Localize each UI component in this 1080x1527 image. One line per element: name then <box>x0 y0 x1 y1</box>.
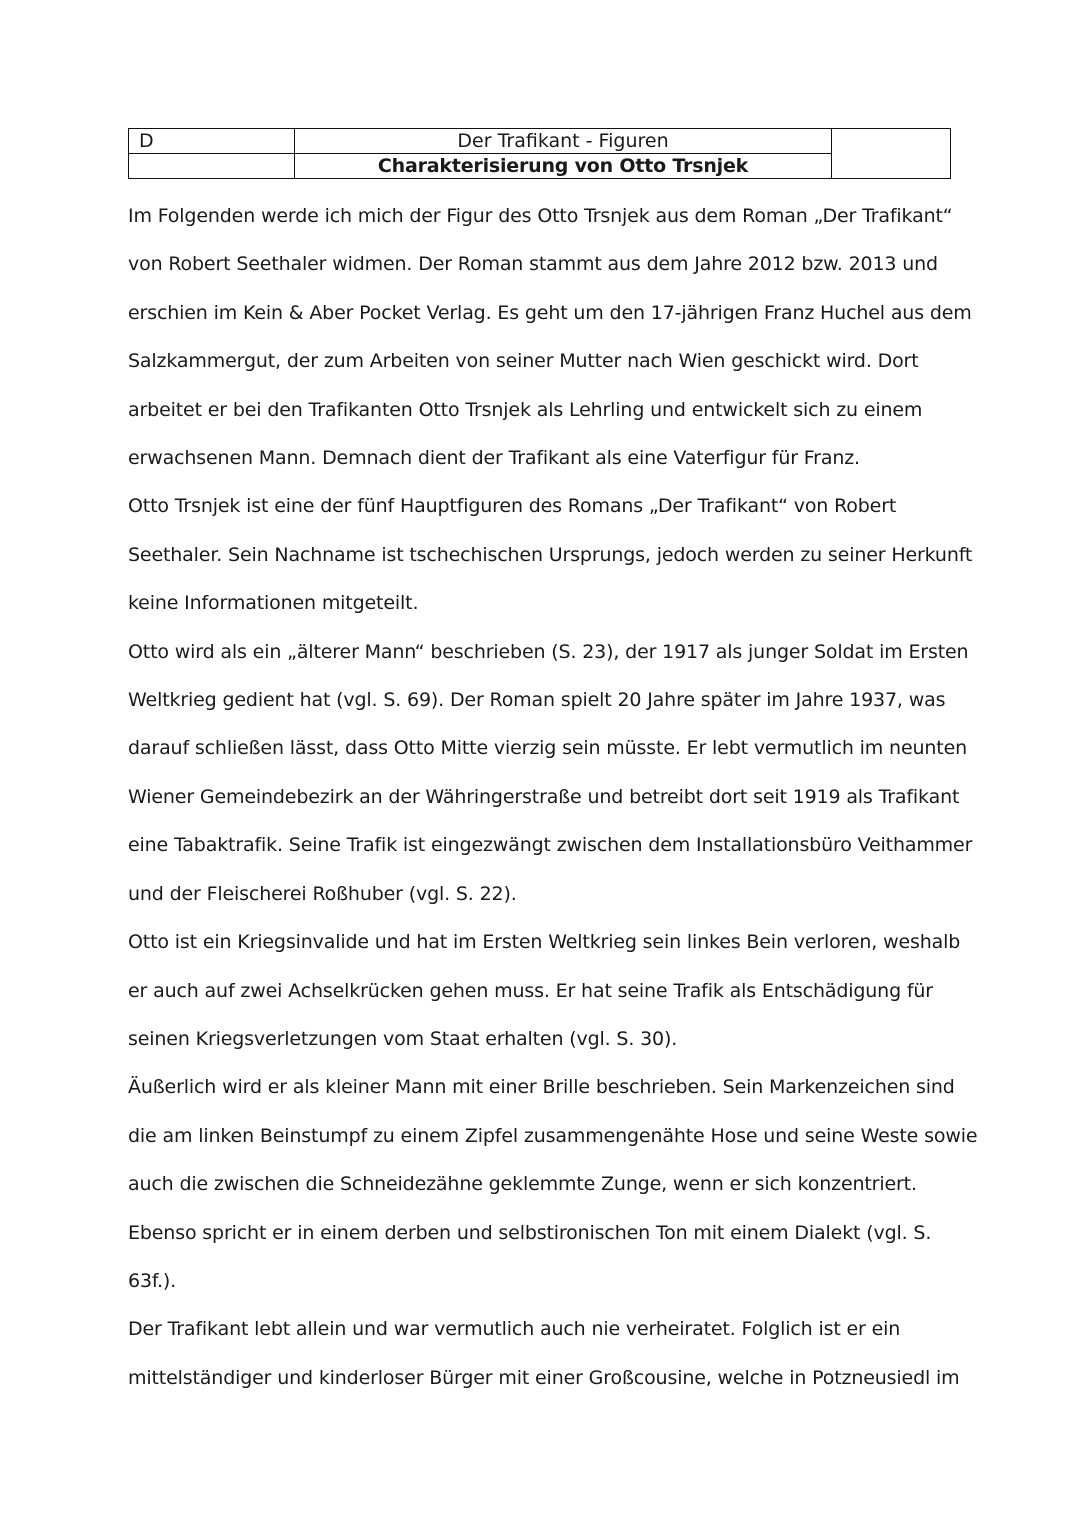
text-line: 63f.). <box>128 1269 177 1292</box>
text-line: arbeitet er bei den Trafikanten Otto Trsnjek als Lehrling und entwickelt sich zu einem <box>128 398 923 421</box>
text-line: und der Fleischerei Roßhuber (vgl. S. 22). <box>128 882 517 905</box>
text-line: mittelständiger und kinderloser Bürger mit einer Großcousine, welche in Potzneusiedl im <box>128 1366 960 1389</box>
document-subtitle: Charakterisierung von Otto Trsnjek <box>295 154 832 179</box>
text-line: Im Folgenden werde ich mich der Figur des Otto Trsnjek aus dem Roman „Der Trafikant“ <box>128 205 953 227</box>
text-line: Otto wird als ein „älterer Mann“ beschrieben (S. 23), der 1917 als junger Soldat im Ersten <box>128 640 969 663</box>
text-line: Wiener Gemeindebezirk an der Währingerstraße und betreibt dort seit 1919 als Trafikant <box>128 785 960 808</box>
text-line: Ebenso spricht er in einem derben und selbstironischen Ton mit einem Dialekt (vgl. S. <box>128 1221 932 1244</box>
text-line: darauf schließen lässt, dass Otto Mitte vierzig sein müsste. Er lebt vermutlich im neunten <box>128 737 967 760</box>
text-line: erwachsenen Mann. Demnach dient der Trafikant als eine Vaterfigur für Franz. <box>128 447 860 470</box>
text-line: seinen Kriegsverletzungen vom Staat erhalten (vgl. S. 30). <box>128 1027 678 1050</box>
text-line: von Robert Seethaler widmen. Der Roman stammt aus dem Jahre 2012 bzw. 2013 und <box>128 253 938 276</box>
text-line: Otto ist ein Kriegsinvalide und hat im Ersten Weltkrieg sein linkes Bein verloren, weshalb <box>128 931 961 954</box>
text-line: die am linken Beinstumpf zu einem Zipfel zusammengenähte Hose und seine Weste sowie <box>128 1124 978 1147</box>
text-line: eine Tabaktrafik. Seine Trafik ist eingezwängt zwischen dem Installationsbüro Veithammer <box>128 834 973 857</box>
document-title: Der Trafikant - Figuren <box>295 129 832 154</box>
text-line: Otto Trsnjek ist eine der fünf Hauptfiguren des Romans „Der Trafikant“ von Robert <box>128 495 897 518</box>
text-line: Seethaler. Sein Nachname ist tschechischen Ursprungs, jedoch werden zu seiner Herkunft <box>128 543 973 566</box>
empty-header-cell <box>831 129 950 179</box>
empty-subject-cell <box>129 154 295 179</box>
text-line: auch die zwischen die Schneidezähne geklemmte Zunge, wenn er sich konzentriert. <box>128 1173 917 1196</box>
text-line: Äußerlich wird er als kleiner Mann mit einer Brille beschrieben. Sein Markenzeichen sind <box>128 1076 955 1099</box>
text-line: erschien im Kein & Aber Pocket Verlag. Es geht um den 17-jährigen Franz Huchel aus dem <box>128 301 972 324</box>
text-line: er auch auf zwei Achselkrücken gehen muss. Er hat seine Trafik als Entschädigung für <box>128 979 933 1002</box>
text-line: Weltkrieg gedient hat (vgl. S. 69). Der Roman spielt 20 Jahre später im Jahre 1937, was <box>128 689 946 712</box>
text-line: Salzkammergut, der zum Arbeiten von seiner Mutter nach Wien geschickt wird. Dort <box>128 350 919 373</box>
subject-cell: D <box>129 129 295 154</box>
document-header-table <box>128 128 951 179</box>
text-line: Der Trafikant lebt allein und war vermutlich auch nie verheiratet. Folglich ist er ein <box>128 1318 901 1341</box>
body-text <box>128 192 978 1402</box>
text-line: keine Informationen mitgeteilt. <box>128 592 419 615</box>
